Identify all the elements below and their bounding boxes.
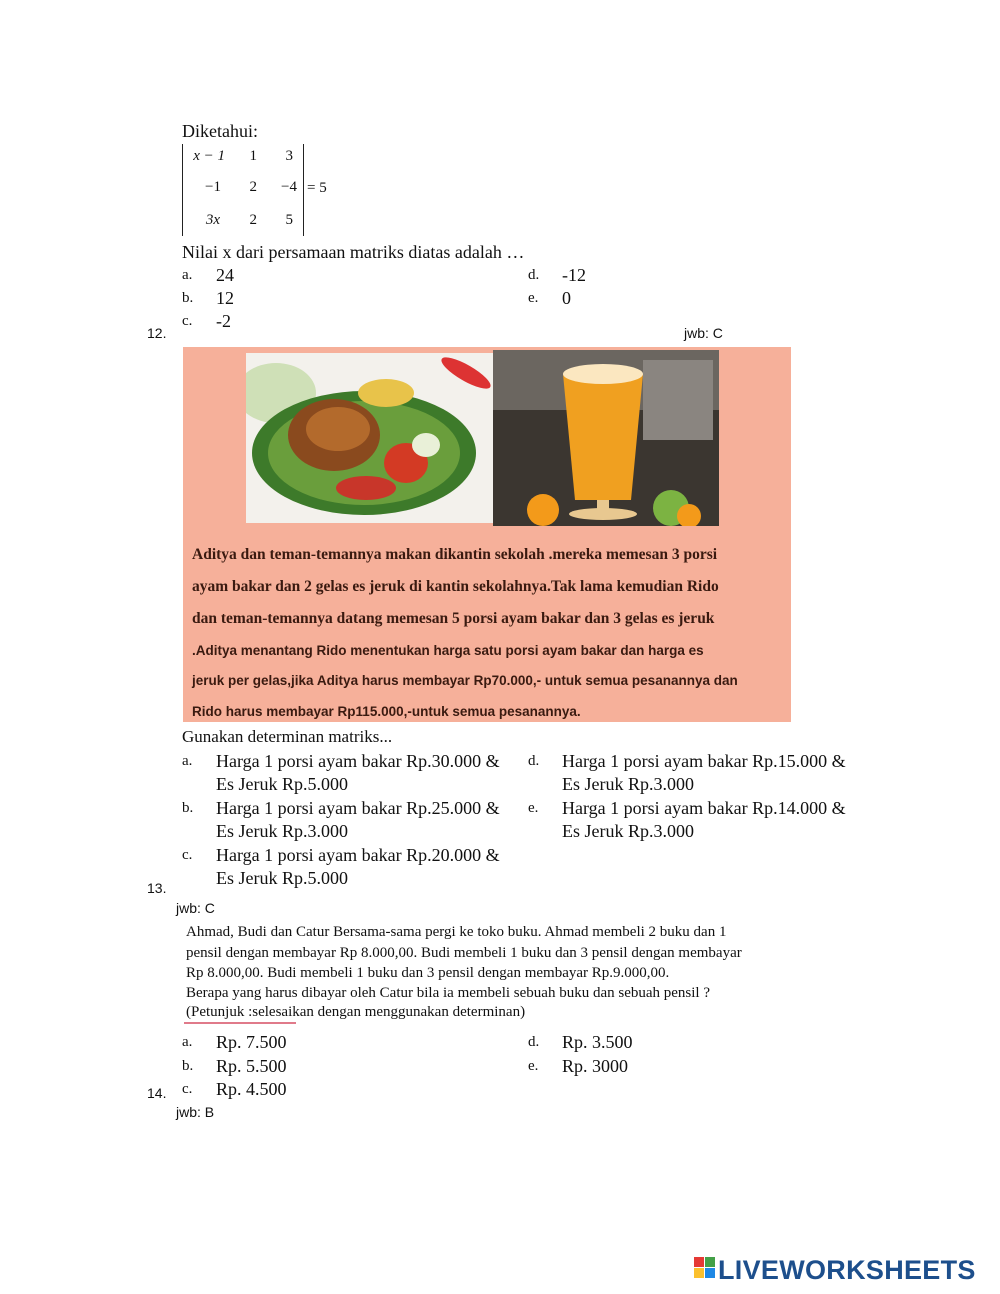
matrix-cell: 2: [249, 179, 257, 195]
underline-mark: [184, 1022, 296, 1024]
answer-field[interactable]: jwb: C: [684, 325, 723, 341]
matrix-cell: 1: [249, 148, 257, 164]
question-number-12: 12.: [147, 325, 167, 341]
matrix-cell: x − 1: [193, 148, 225, 164]
matrix-cell: −4: [281, 179, 297, 195]
orange-juice-photo: [493, 350, 719, 526]
question-number-13: 13.: [147, 880, 167, 896]
q11-determinant: [182, 144, 304, 236]
liveworksheets-logo: LIVEWORKSHEETS: [718, 1255, 976, 1285]
q13-paragraph-line: Rp 8.000,00. Budi membeli 1 buku dan 3 pensil dengan membayar Rp.9.000,00.: [186, 965, 670, 981]
q12-story-line: Rido harus membayar Rp115.000,-untuk semua pesanannya.: [192, 704, 581, 719]
q12-instruction: Gunakan determinan matriks...: [182, 727, 393, 746]
matrix-cell: 2: [249, 212, 257, 228]
answer-field[interactable]: jwb: C: [176, 900, 215, 916]
matrix-cell: 3x: [205, 212, 220, 228]
q12-story-line: dan teman-temannya datang memesan 5 porsi ayam bakar dan 3 gelas es jeruk: [192, 610, 715, 627]
matrix-cell: 3: [285, 148, 293, 164]
q11-equals: = 5: [307, 180, 327, 196]
q11-question: Nilai x dari persamaan matriks diatas adalah …: [182, 242, 525, 262]
q13-paragraph-line: (Petunjuk :selesaikan dengan menggunakan determinan): [186, 1004, 526, 1020]
q11-intro: Diketahui:: [182, 121, 258, 141]
q13-paragraph-line: pensil dengan membayar Rp 8.000,00. Budi membeli 1 buku dan 3 pensil dengan membayar: [186, 945, 742, 961]
q12-story-line: .Aditya menantang Rido menentukan harga satu porsi ayam bakar dan harga es: [192, 643, 704, 658]
fried-chicken-photo: [246, 353, 494, 523]
q13-paragraph-line: Ahmad, Budi dan Catur Bersama-sama pergi ke toko buku. Ahmad membeli 2 buku dan 1: [186, 924, 727, 940]
answer-field[interactable]: jwb: B: [176, 1104, 215, 1120]
question-number-14: 14.: [147, 1085, 167, 1101]
q13-paragraph-line: Berapa yang harus dibayar oleh Catur bila ia membeli sebuah buku dan sebuah pensil ?: [186, 985, 711, 1001]
q12-story-panel: [183, 347, 791, 722]
q12-story-line: Aditya dan teman-temannya makan dikantin sekolah .mereka memesan 3 porsi: [192, 546, 718, 563]
q12-story-line: jeruk per gelas,jika Aditya harus membayar Rp70.000,- untuk semua pesanannya dan: [192, 673, 738, 688]
matrix-cell: 5: [285, 212, 293, 228]
q12-story-line: ayam bakar dan 2 gelas es jeruk di kantin sekolahnya.Tak lama kemudian Rido: [192, 578, 719, 595]
liveworksheets-logo-icon: [694, 1257, 716, 1281]
matrix-cell: −1: [205, 179, 221, 195]
